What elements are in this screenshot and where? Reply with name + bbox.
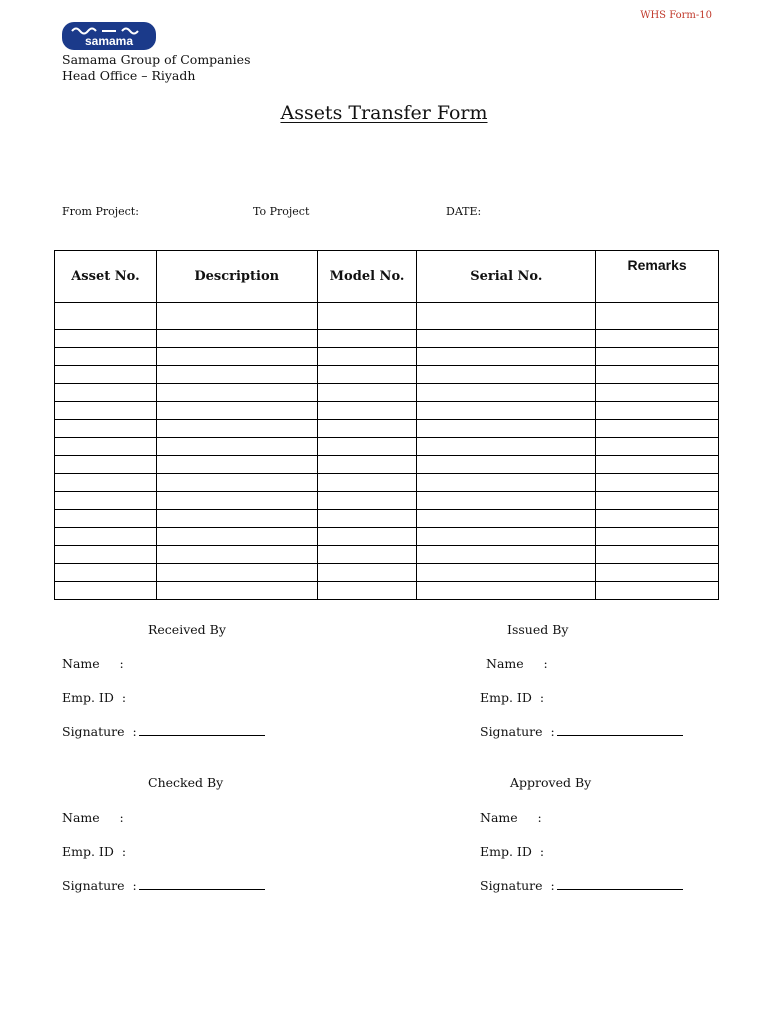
table-cell[interactable] — [55, 564, 157, 582]
table-cell[interactable] — [55, 330, 157, 348]
received-by-emp-id-label: Emp. ID : — [62, 690, 127, 705]
table-cell[interactable] — [156, 402, 317, 420]
table-cell[interactable] — [417, 348, 596, 366]
table-cell[interactable] — [55, 492, 157, 510]
table-row — [55, 438, 719, 456]
table-cell[interactable] — [55, 456, 157, 474]
table-cell[interactable] — [55, 528, 157, 546]
table-cell[interactable] — [317, 330, 417, 348]
table-cell[interactable] — [596, 303, 719, 330]
approved-by-heading: Approved By — [510, 775, 592, 790]
table-cell[interactable] — [596, 510, 719, 528]
table-cell[interactable] — [417, 330, 596, 348]
issued-by-name-label: Name : — [486, 656, 548, 671]
received-by-signature — [62, 724, 265, 739]
checked-by-emp-id-label: Emp. ID : — [62, 844, 127, 859]
table-row — [55, 492, 719, 510]
table-cell[interactable] — [417, 366, 596, 384]
table-cell[interactable] — [156, 366, 317, 384]
table-cell[interactable] — [596, 384, 719, 402]
table-row — [55, 456, 719, 474]
table-cell[interactable] — [417, 438, 596, 456]
column-header-serial-no: Serial No. — [417, 251, 596, 303]
table-body — [55, 303, 719, 600]
table-cell[interactable] — [596, 546, 719, 564]
checked-by-signature — [62, 878, 265, 893]
issued-by-signature — [480, 724, 683, 739]
table-cell[interactable] — [55, 438, 157, 456]
table-cell[interactable] — [317, 384, 417, 402]
table-cell[interactable] — [417, 582, 596, 600]
table-cell[interactable] — [317, 546, 417, 564]
logo-text: samama — [84, 34, 134, 48]
column-header-remarks: Remarks — [596, 251, 719, 303]
from-project-label: From Project: — [62, 205, 139, 218]
table-cell[interactable] — [156, 582, 317, 600]
table-cell[interactable] — [55, 510, 157, 528]
table-cell[interactable] — [156, 492, 317, 510]
table-row — [55, 546, 719, 564]
table-cell[interactable] — [417, 384, 596, 402]
table-cell[interactable] — [417, 303, 596, 330]
table-row — [55, 510, 719, 528]
table-cell[interactable] — [156, 420, 317, 438]
table-cell[interactable] — [156, 546, 317, 564]
table-cell[interactable] — [417, 564, 596, 582]
table-row — [55, 582, 719, 600]
checked-by-heading: Checked By — [148, 775, 224, 790]
table-row — [55, 348, 719, 366]
table-cell[interactable] — [156, 510, 317, 528]
table-cell[interactable] — [596, 438, 719, 456]
column-header-model-no: Model No. — [317, 251, 417, 303]
table-row — [55, 420, 719, 438]
table-cell[interactable] — [317, 492, 417, 510]
table-cell[interactable] — [317, 528, 417, 546]
issued-by-signature-label: Signature : — [480, 724, 555, 739]
head-office: Head Office – Riyadh — [62, 68, 196, 83]
table-cell[interactable] — [317, 582, 417, 600]
table-row — [55, 564, 719, 582]
table-cell[interactable] — [55, 546, 157, 564]
to-project-label: To Project — [253, 205, 310, 218]
table-cell[interactable] — [156, 384, 317, 402]
issued-by-emp-id-label: Emp. ID : — [480, 690, 545, 705]
table-cell[interactable] — [156, 528, 317, 546]
table-cell[interactable] — [417, 492, 596, 510]
table-cell[interactable] — [417, 528, 596, 546]
table-cell[interactable] — [317, 402, 417, 420]
table-cell[interactable] — [55, 384, 157, 402]
page-title: Assets Transfer Form — [280, 102, 488, 124]
issued-by-heading: Issued By — [507, 622, 569, 637]
table-cell[interactable] — [596, 456, 719, 474]
table-cell[interactable] — [55, 366, 157, 384]
table-cell[interactable] — [156, 456, 317, 474]
form-number: WHS Form-10 — [640, 10, 712, 21]
table-cell[interactable] — [596, 402, 719, 420]
table-cell[interactable] — [417, 456, 596, 474]
table-row — [55, 303, 719, 330]
table-cell[interactable] — [156, 348, 317, 366]
table-cell[interactable] — [317, 474, 417, 492]
table-cell[interactable] — [417, 510, 596, 528]
checked-by-signature-label: Signature : — [62, 878, 137, 893]
company-logo — [62, 22, 156, 50]
approved-by-signature-label: Signature : — [480, 878, 555, 893]
table-cell[interactable] — [596, 582, 719, 600]
column-header-asset-no: Asset No. — [55, 251, 157, 303]
table-cell[interactable] — [55, 402, 157, 420]
table-row — [55, 384, 719, 402]
table-cell[interactable] — [417, 420, 596, 438]
approved-by-signature — [480, 878, 683, 893]
approved-by-name-label: Name : — [480, 810, 542, 825]
received-by-signature-line[interactable] — [139, 734, 265, 736]
table-cell[interactable] — [55, 303, 157, 330]
company-info — [62, 52, 251, 84]
approved-by-signature-line[interactable] — [557, 888, 683, 890]
table-cell[interactable] — [55, 420, 157, 438]
table-cell[interactable] — [156, 303, 317, 330]
date-label: DATE: — [446, 205, 482, 218]
company-name: Samama Group of Companies — [62, 52, 251, 67]
table-cell[interactable] — [317, 564, 417, 582]
table-cell[interactable] — [156, 564, 317, 582]
table-cell[interactable] — [317, 438, 417, 456]
checked-by-signature-line[interactable] — [139, 888, 265, 890]
issued-by-signature-line[interactable] — [557, 734, 683, 736]
table-cell[interactable] — [417, 402, 596, 420]
table-cell[interactable] — [317, 420, 417, 438]
table-row — [55, 366, 719, 384]
table-cell[interactable] — [417, 474, 596, 492]
checked-by-name-label: Name : — [62, 810, 124, 825]
table-cell[interactable] — [596, 474, 719, 492]
table-cell[interactable] — [417, 546, 596, 564]
table-cell[interactable] — [596, 528, 719, 546]
table-cell[interactable] — [596, 366, 719, 384]
received-by-heading: Received By — [148, 622, 226, 637]
assets-table — [54, 250, 719, 600]
table-cell[interactable] — [317, 348, 417, 366]
received-by-name-label: Name : — [62, 656, 124, 671]
table-cell[interactable] — [596, 420, 719, 438]
table-cell[interactable] — [596, 348, 719, 366]
table-row — [55, 330, 719, 348]
table-row — [55, 528, 719, 546]
table-cell[interactable] — [156, 330, 317, 348]
table-cell[interactable] — [156, 438, 317, 456]
table-cell[interactable] — [596, 564, 719, 582]
table-cell[interactable] — [55, 582, 157, 600]
table-cell[interactable] — [317, 456, 417, 474]
approved-by-emp-id-label: Emp. ID : — [480, 844, 545, 859]
table-cell[interactable] — [596, 492, 719, 510]
table-cell[interactable] — [55, 348, 157, 366]
table-cell[interactable] — [156, 474, 317, 492]
table-cell[interactable] — [317, 303, 417, 330]
table-cell[interactable] — [596, 330, 719, 348]
table-header-row — [55, 251, 719, 303]
table-row — [55, 402, 719, 420]
table-cell[interactable] — [55, 474, 157, 492]
column-header-description: Description — [156, 251, 317, 303]
received-by-signature-label: Signature : — [62, 724, 137, 739]
table-cell[interactable] — [317, 366, 417, 384]
table-cell[interactable] — [317, 510, 417, 528]
table-row — [55, 474, 719, 492]
